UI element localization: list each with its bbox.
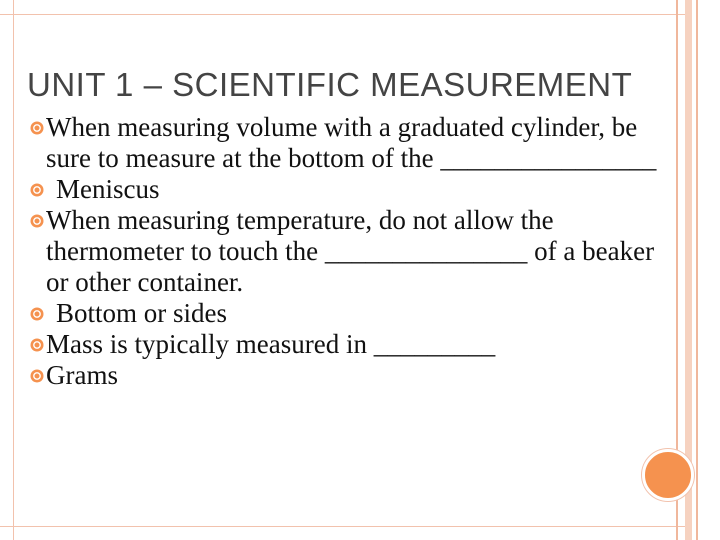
sun-bullet-icon [30, 307, 44, 321]
answer-text: Grams [46, 360, 118, 390]
answer-text: Bottom or sides [56, 298, 228, 328]
item-text: When measuring temperature, do not allow the thermometer to touch the _______________ of a beaker or other container. [46, 205, 655, 297]
sun-bullet-icon [30, 121, 44, 135]
list-item [30, 112, 680, 174]
list-item [30, 298, 680, 329]
frame-left-line [13, 0, 14, 540]
bullet-list [30, 112, 680, 391]
answer-text: Meniscus [56, 174, 160, 204]
sun-bullet-icon [30, 214, 44, 228]
sun-bullet-icon [30, 338, 44, 352]
accent-circle [642, 449, 694, 501]
list-item [30, 174, 680, 205]
frame-bottom-line [0, 526, 690, 527]
list-item [30, 329, 680, 360]
frame-top-line [0, 14, 690, 15]
list-item [30, 360, 680, 391]
slide-title: UNIT 1 – SCIENTIFIC MEASUREMENT [27, 66, 633, 103]
sun-bullet-icon [30, 369, 44, 383]
right-stripe-outer [696, 0, 698, 540]
item-text: When measuring volume with a graduated cylinder, be sure to measure at the bottom of the ________________ [46, 112, 657, 173]
item-text: Mass is typically measured in _________ [46, 329, 496, 359]
sun-bullet-icon [30, 183, 44, 197]
list-item [30, 205, 680, 298]
